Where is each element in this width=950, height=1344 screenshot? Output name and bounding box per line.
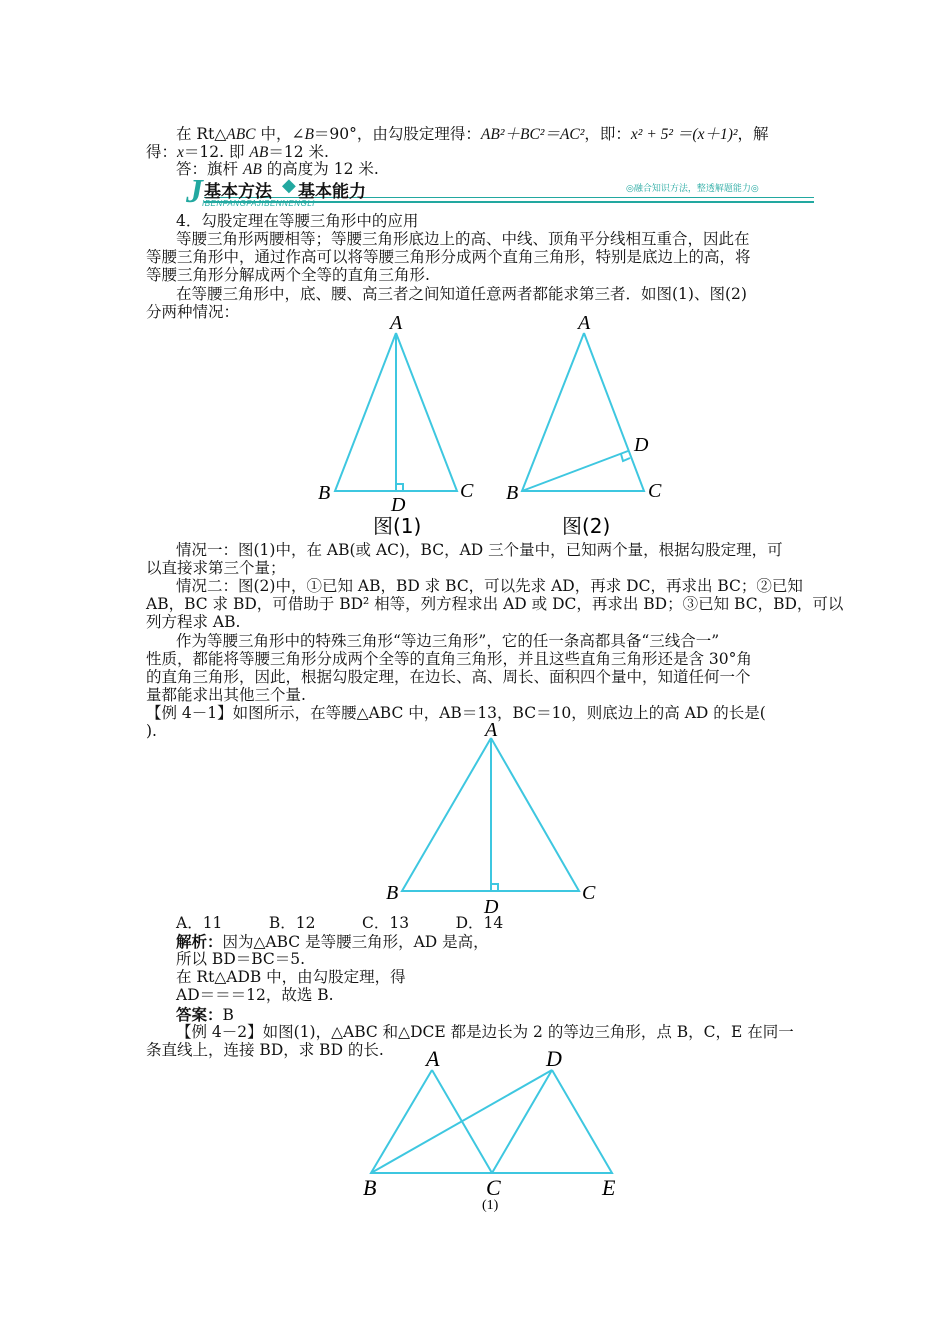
fig4-triangle-ABC xyxy=(371,1070,492,1173)
figure-4 xyxy=(350,1040,640,1220)
fig3-right-angle xyxy=(491,884,498,891)
example-1-answer xyxy=(176,1005,836,1025)
text: 的高度为 12 米. xyxy=(261,160,379,178)
para-3-line-2: 性质，都能将等腰三角形分成两个全等的直角三角形，并且这些直角三角形还是含 30°角 xyxy=(146,650,752,668)
var: B xyxy=(304,126,314,143)
section-heading: 4．勾股定理在等腰三角形中的应用 xyxy=(176,212,419,230)
fig4-label-E: E xyxy=(602,1175,616,1200)
banner-diamond-icon: ◆ xyxy=(282,175,296,196)
banner-letter: J xyxy=(186,173,203,210)
example-1-options: A．11 B．12 C．13 D．14 xyxy=(176,914,504,932)
figures-1-2 xyxy=(300,305,700,545)
example-1-line-2: ). xyxy=(146,722,157,740)
banner-title-2: 基本能力 xyxy=(298,182,366,202)
var: x xyxy=(177,144,184,161)
fig1-label-B: B xyxy=(318,482,331,504)
para-1-line-3: 等腰三角形分解成两个全等的直角三角形. xyxy=(146,266,430,284)
equation: x² + 5² ＝(x＋1)² xyxy=(630,126,738,143)
text: 得： xyxy=(146,143,178,161)
text: 在 Rt△ xyxy=(176,125,227,143)
fig2-caption: 图(2) xyxy=(562,514,611,538)
var: AB xyxy=(242,161,262,178)
banner-title: 基本方法 xyxy=(204,182,272,202)
text: ，解 xyxy=(737,125,769,143)
fig3-label-D: D xyxy=(484,896,499,918)
fig3-shapes xyxy=(402,738,579,891)
para-1-line-1: 等腰三角形两腰相等；等腰三角形底边上的高、中线、顶角平分线相互重合，因此在 xyxy=(176,230,750,248)
example-1-solution-line-2: 所以 BD＝BC＝5. xyxy=(176,950,306,968)
var: AB xyxy=(249,144,269,161)
fig4-caption: (1) xyxy=(482,1198,499,1213)
intro-line-1 xyxy=(176,125,836,144)
fig2-label-A: A xyxy=(578,312,591,334)
fig1-label-C: C xyxy=(460,480,474,502)
text: ＝12. 即 xyxy=(183,143,250,161)
case-2-line-1: 情况二：图(2)中，①已知 AB，BD 求 BC，可以先求 AD，再求 DC，再求出 BC；②已知 xyxy=(176,577,803,595)
fig1-label-D: D xyxy=(391,494,406,516)
var: ABC xyxy=(226,126,256,143)
banner-pinyin: IBENFANGFAJIBENNENGLI xyxy=(202,199,315,208)
fig4-label-A: A xyxy=(426,1046,440,1071)
example-2-line-2: 条直线上，连接 BD，求 BD 的长. xyxy=(146,1041,384,1059)
figure-1 xyxy=(335,333,457,491)
text: 中，∠ xyxy=(255,125,305,143)
example-1-line-1: 【例 4－1】如图所示，在等腰△ABC 中，AB＝13，BC＝10，则底边上的高 AD 的长是( xyxy=(146,704,766,722)
fig2-right-angle xyxy=(621,454,630,461)
fig1-caption: 图(1) xyxy=(373,514,422,538)
fig4-triangle-DCE xyxy=(492,1070,612,1173)
fig3-label-B: B xyxy=(386,882,399,904)
example-2-line-1: 【例 4－2】如图(1)，△ABC 和△DCE 都是边长为 2 的等边三角形，点 B，C，E 在同一 xyxy=(176,1023,794,1041)
text: ，即： xyxy=(584,125,631,143)
text: ＝12 米. xyxy=(268,143,329,161)
text: ＝90°，由勾股定理得： xyxy=(313,125,481,143)
figure-2 xyxy=(522,333,644,491)
section-banner xyxy=(186,175,816,211)
fig2-label-C: C xyxy=(648,480,662,502)
example-1-solution-line-1 xyxy=(176,932,836,952)
fig2-label-D: D xyxy=(634,434,649,456)
banner-right-text: ◎融合知识方法，整透解题能力◎ xyxy=(626,184,759,194)
para-2-line-1: 在等腰三角形中，底、腰、高三者之间知道任意两者都能求第三者．如图(1)、图(2) xyxy=(176,285,747,303)
case-1-line-2: 以直接求第三个量； xyxy=(146,559,286,577)
text: 因为△ABC 是等腰三角形，AD 是高， xyxy=(222,933,489,951)
case-2-line-2: AB，BC 求 BD，可借助于 BD² 相等，列方程求出 AD 或 DC，再求出 BD；③已知 BC，BD，可以 xyxy=(146,595,844,613)
figure-3 xyxy=(370,720,610,920)
fig4-segment-BD xyxy=(371,1070,552,1173)
fig4-label-D: D xyxy=(546,1046,562,1071)
fig2-altitude xyxy=(522,451,628,491)
answer-label: 答案： xyxy=(176,1005,223,1024)
para-3-line-4: 量都能求出其他三个量. xyxy=(146,686,306,704)
example-1-solution-line-3: 在 Rt△ADB 中，由勾股定理，得 xyxy=(176,968,406,986)
para-1-line-2: 等腰三角形中，通过作高可以将等腰三角形分成两个直角三角形，特别是底边上的高，将 xyxy=(146,248,751,266)
answer-value: B xyxy=(222,1006,234,1024)
para-3-line-3: 的直角三角形，因此，根据勾股定理，在边长、高、周长、面积四个量中，知道任何一个 xyxy=(146,668,751,686)
para-2-line-2: 分两种情况： xyxy=(146,303,240,321)
fig4-label-C: C xyxy=(486,1175,501,1200)
equation: AB²＋BC²＝AC² xyxy=(480,126,585,143)
fig1-right-angle xyxy=(396,484,403,491)
case-1-line-1: 情况一：图(1)中，在 AB(或 AC)，BC，AD 三个量中，已知两个量，根据勾股定理，可 xyxy=(176,541,783,559)
case-2-line-3: 列方程求 AB. xyxy=(146,613,241,631)
fig4-label-B: B xyxy=(363,1175,377,1200)
fig3-label-A: A xyxy=(485,720,498,741)
text: 答：旗杆 xyxy=(176,160,243,178)
solution-label: 解析： xyxy=(176,932,223,951)
fig3-label-C: C xyxy=(582,882,596,904)
fig4-shapes xyxy=(371,1070,612,1173)
para-3-line-1: 作为等腰三角形中的特殊三角形“等边三角形”，它的任一条高都具备“三线合一” xyxy=(176,632,720,650)
fig2-label-B: B xyxy=(506,482,519,504)
example-1-solution-line-4: AD＝＝＝12，故选 B. xyxy=(176,986,334,1004)
fig1-label-A: A xyxy=(390,312,403,334)
